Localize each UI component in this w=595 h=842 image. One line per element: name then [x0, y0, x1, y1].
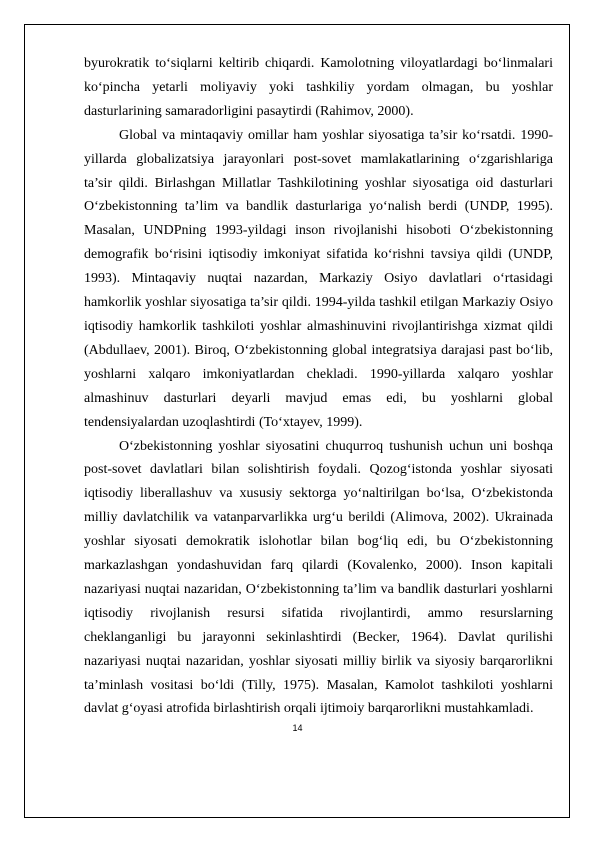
paragraph-continuation: byurokratik to‘siqlarni keltirib chiqardi. Kamolotning viloyatlardagi bo‘linmalari ko‘pincha yetarli moliyaviy yoki tashkiliy yordam olmagan, bu yoshlar dasturlarining samaradorligini pasaytirdi (Rahimov, 2000). [84, 56, 553, 119]
page-number: 14 [292, 723, 303, 733]
paragraph-comparison: O‘zbekistonning yoshlar siyosatini chuqurroq tushunish uchun uni boshqa post-sovet davlatlari bilan solishtirish foydali. Qozog‘istonda yoshlar siyosati iqtisodiy liberallashuv va xususiy sektorga yo‘naltirilgan bo‘lsa, O‘zbekistonda milliy davlatchilik va vatanparvarlikka urg‘u berildi (Alimova, 2002). Ukrainada yoshlar siyosati demokratik islohotlar bilan bog‘liq edi, bu O‘zbekistonning markazlashgan yondashuvidan farq qilardi (Kovalenko, 2000). Inson kapitali nazariyasi nuqtai nazaridan, O‘zbekistonning ta’lim va bandlik dasturlari yoshlarni iqtisodiy rivojlanish resursi sifatida rivojlantirdi, ammo resurslarning cheklanganligi bu jarayonni sekinlashtirdi (Becker, 1964). Davlat qurilishi nazariyasi nuqtai nazaridan, yoshlar siyosati milliy birlik va siyosiy barqarorlikni ta’minlash vositasi bo‘ldi (Tilly, 1975). Masalan, Kamolot tashkiloti yoshlarni davlat g‘oyasi atrofida birlashtirish orqali ijtimoiy barqarorlikni mustahkamladi. [84, 438, 553, 717]
paragraph-global-factors: Global va mintaqaviy omillar ham yoshlar siyosatiga ta’sir ko‘rsatdi. 1990-yillarda globalizatsiya jarayonlari post-sovet mamlakatlarining o‘zgarishlariga ta’sir qildi. Birlashgan Millatlar Tashkilotining yoshlar siyosatiga oid dasturlari O‘zbekistonning ta’lim va bandlik dasturlariga yo‘nalish berdi (UNDP, 1995). Masalan, UNDPning 1993-yildagi inson rivojlanishi hisoboti O‘zbekistonning demografik bo‘risini iqtisodiy imkoniyat sifatida ko‘rishni tavsiya qildi (UNDP, 1993). Mintaqaviy nuqtai nazardan, Markaziy Osiyo davlatlari o‘rtasidagi hamkorlik yoshlar siyosatiga ta’sir qildi. 1994-yilda tashkil etilgan Markaziy Osiyo iqtisodiy hamkorlik tashkiloti yoshlar almashinuvini rivojlantirishga xizmat qildi (Abdullaev, 2001). Biroq, O‘zbekistonning global integratsiya darajasi past bo‘lib, yoshlarni xalqaro imkoniyatlardan chekladi. 1990-yillarda xalqaro yoshlar almashinuv dasturlari deyarli mavjud emas edi, bu yoshlarni global tendensiyalardan uzoqlashtirdi (To‘xtayev, 1999). [84, 127, 553, 430]
body-text [84, 52, 553, 721]
